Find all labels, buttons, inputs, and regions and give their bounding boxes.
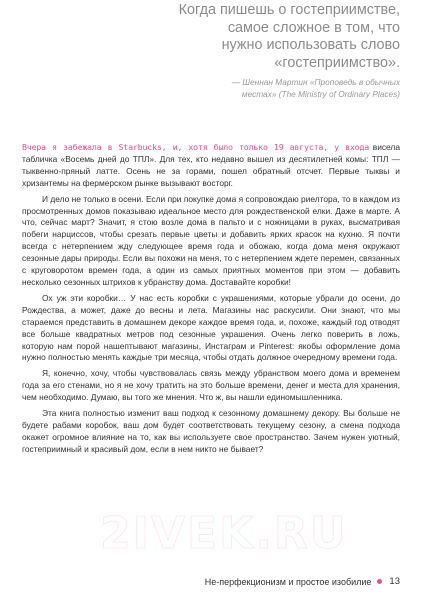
page-number: 13 [389, 576, 400, 587]
first-paragraph [22, 142, 400, 190]
running-title: Не-перфекционизм и простое изобилие [204, 576, 372, 587]
attribution-line: — Шеннан Мартин «Проповедь в обычных [231, 77, 400, 87]
epigraph-text [70, 2, 400, 72]
bullet-icon [377, 579, 382, 584]
epigraph-line: самое сложное в том, что [227, 19, 400, 36]
paragraph: Ох уж эти коробки… У нас есть коробки с украшениями, которые убрали до осени, до Рождества, а может, даже до весны и лета. Магазины нас раскусили. Они знают, что мы стараемся представить в домашнем декоре каждое время года, и, похоже, каждый год отводят все больше квадратных метров под сезонные украшения. Очень легко поверить в ложь, которую нам порой нашептывают магазины, Инстаграм и Pinterest: якобы оформление дома нужно полностью менять каждые три месяца, чтобы отдать должное очередному времени года. [22, 292, 400, 363]
epigraph-line: Когда пишешь о гостеприимстве, [178, 2, 400, 18]
paragraph: Я, конечно, хочу, чтобы чувствовалась связь между убранством моего дома и временем года за его стенами, но я не хочу тратить на это больше времени, денег и места для хранения, чем необходимо. Думаю, вы того же мнения. Что ж, вы нашли единомышленника. [22, 368, 400, 403]
handwritten-opening: Вчера я забежала в Starbucks, и, хотя было только 19 августа, у входа [22, 142, 370, 152]
page-footer [205, 576, 400, 587]
first-paragraph-rest: висела табличка «Восемь дней до ТПЛ». Для тех, кто недавно вышел из десятилетней комы: ТПЛ — тыквенно-пряный латте. Осень не за горами, пошел обратный отсчет. Первые тыквы и хризантемы на фермерском рынке вызывают восторг. [22, 142, 400, 188]
attribution-line: местах» (The Ministry of Ordinary Places) [241, 88, 400, 99]
epigraph-line: нужно использовать слово [221, 37, 400, 53]
epigraph [70, 2, 400, 100]
epigraph-attribution [70, 77, 400, 100]
epigraph-line: «гостеприимство». [274, 54, 400, 71]
paragraph: И дело не только в осени. Если при покупке дома я сопровождаю риелтора, то в каждом из просмотренных домов показываю идеальное место для рождественской елки. Даже в марте. А что, сейчас март? Значит, я стою возле дома в пальто и с ножницами в руках, высматривая побеги нарциссов, чтобы срезать первые цветы и добавить ярких красок на кухню. Я почти всегда с нетерпением жду следующее время года и обожаю, когда дома меня окружают сезонные дары природы. Если вы похожи на меня, то с нетерпением ждете перемен, связанных с круговоротом времен года, а один из самых приятных моментов при этом — добавить несколько сезонных штрихов к убранству дома. Доставайте коробки! [22, 193, 400, 287]
watermark: 2IVEK.RU [100, 508, 348, 559]
paragraph: Эта книга полностью изменит ваш подход к сезонному домашнему декору. Вы больше не будете рабами коробок, ваш дом будет соответствовать текущему сезону, а смена подхода окажет огромное влияние на то, как вы используете свое пространство. Зачем нужен уютный, гостеприимный и красивый дом, если в нем никто не бывает? [22, 408, 400, 454]
body-text [22, 142, 400, 460]
